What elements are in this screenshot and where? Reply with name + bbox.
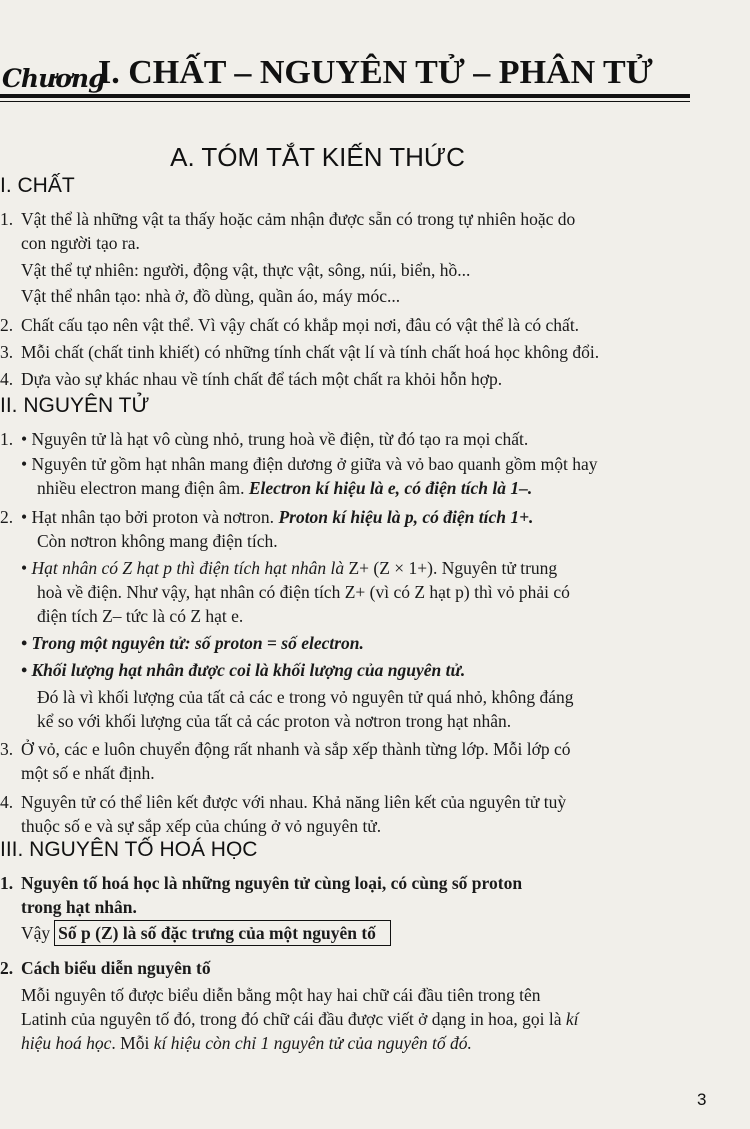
part1-item1-sub2: Vật thể nhân tạo: nhà ở, đồ dùng, quần áo, máy móc... <box>21 286 401 306</box>
part3-item1-line1: Nguyên tố hoá học là những nguyên tử cùng loại, có cùng số proton <box>21 873 523 893</box>
part2-item4-line2: thuộc số e và sự sắp xếp của chúng ở vỏ nguyên tử. <box>21 816 382 836</box>
chapter-script-label: Chương <box>2 64 105 93</box>
latinh-plain: Latinh của nguyên tố đó, trong đó chữ cái đầu được viết ở dạng in hoa, gọi là <box>21 1009 566 1029</box>
part1-item1-num: 1. <box>0 209 14 229</box>
header-rule-thick <box>0 94 690 98</box>
moi-plain: . Mỗi <box>111 1033 154 1053</box>
part2-item3-line1: Ở vỏ, các e luôn chuyển động rất nhanh và sắp xếp thành từng lớp. Mỗi lớp có <box>21 739 571 759</box>
part2-item2-bullet2-line2: hoà về điện. Như vậy, hạt nhân có điện tích Z+ (vì có Z hạt p) thì vỏ phải có <box>37 582 570 602</box>
ki-hieu-italic: kí hiệu còn chỉ 1 nguyên tử của nguyên tố đó. <box>153 1033 472 1053</box>
electron-plain: nhiều electron mang điện âm. <box>37 478 249 498</box>
part3-item2-line2 <box>21 1008 578 1030</box>
chapter-header <box>0 50 690 104</box>
part2-item2-bullet4-explain2: kể so với khối lượng của tất cả các proton và nơtron trong hạt nhân. <box>37 711 512 731</box>
part2-item1-bullet2-line2 <box>37 477 532 499</box>
part2-item3-line2: một số e nhất định. <box>21 763 155 783</box>
ki-italic: kí <box>565 1009 579 1029</box>
part3-heading: III. NGUYÊN TỐ HOÁ HỌC <box>0 838 258 861</box>
part1-item1-line2: con người tạo ra. <box>21 233 140 253</box>
part3-item1-conclusion <box>21 920 391 946</box>
page-number: 3 <box>697 1090 707 1109</box>
part3-item2-line1: Mỗi nguyên tố được biểu diễn bằng một hay hai chữ cái đầu tiên trong tên <box>21 985 541 1005</box>
vay-label: Vậy <box>21 923 51 943</box>
part2-item1-bullet1: • Nguyên tử là hạt vô cùng nhỏ, trung hoà về điện, từ đó tạo ra mọi chất. <box>21 429 529 449</box>
part3-item2-num: 2. <box>0 958 14 978</box>
proton-emphasis: Proton kí hiệu là p, có điện tích 1+. <box>278 507 534 527</box>
part1-item4-num: 4. <box>0 369 14 389</box>
part1-item3-num: 3. <box>0 342 14 362</box>
part1-item3-text: Mỗi chất (chất tinh khiết) có những tính chất vật lí và tính chất hoá học không đổi. <box>21 342 600 362</box>
electron-emphasis: Electron kí hiệu là e, có điện tích là 1–. <box>248 478 533 498</box>
part3-item1-num: 1. <box>0 873 14 893</box>
part3-item1-line2: trong hạt nhân. <box>21 897 137 917</box>
part2-item2-bullet1-line2: Còn nơtron không mang điện tích. <box>37 531 278 551</box>
part1-item4-text: Dựa vào sự khác nhau về tính chất để tách một chất ra khỏi hỗn hợp. <box>21 369 503 389</box>
part2-item2-bullet2-line3: điện tích Z– tức là có Z hạt e. <box>37 606 244 626</box>
part2-item3-num: 3. <box>0 739 14 759</box>
boxed-definition: Số p (Z) là số đặc trưng của một nguyên tố <box>54 920 391 946</box>
part2-item2-bullet1-line1 <box>21 506 533 528</box>
part1-heading: I. CHẤT <box>0 174 75 197</box>
header-rule-thin <box>0 101 690 102</box>
part2-heading: II. NGUYÊN TỬ <box>0 394 150 417</box>
part1-item2-text: Chất cấu tạo nên vật thể. Vì vậy chất có khắp mọi nơi, đâu có vật thể là có chất. <box>21 315 580 335</box>
part2-item2-num: 2. <box>0 507 14 527</box>
part2-item2-bullet4-explain1: Đó là vì khối lượng của tất cả các e trong vỏ nguyên tử quá nhỏ, không đáng <box>37 687 574 707</box>
hieu-hoa-hoc-italic: hiệu hoá học <box>21 1033 112 1053</box>
proton-plain: • Hạt nhân tạo bởi proton và nơtron. <box>21 507 279 527</box>
part2-item2-bullet2-line1 <box>21 557 557 579</box>
part3-item2-title: Cách biểu diễn nguyên tố <box>21 958 211 978</box>
part2-item2-bullet3: • Trong một nguyên tử: số proton = số electron. <box>21 633 364 653</box>
nucleus-plain: Z+ (Z × 1+). Nguyên tử trung <box>344 558 558 578</box>
part2-item1-num: 1. <box>0 429 14 449</box>
part1-item2-num: 2. <box>0 315 14 335</box>
part2-item1-bullet2-line1: • Nguyên tử gồm hạt nhân mang điện dương ở giữa và vỏ bao quanh gồm một hay <box>21 454 598 474</box>
part2-item2-bullet4: • Khối lượng hạt nhân được coi là khối lượng của nguyên tử. <box>21 660 466 680</box>
part2-item4-num: 4. <box>0 792 14 812</box>
part1-item1-sub1: Vật thể tự nhiên: người, động vật, thực vật, sông, núi, biển, hồ... <box>21 260 471 280</box>
nucleus-italic: Hạt nhân có Z hạt p thì điện tích hạt nhân là <box>31 558 345 578</box>
part3-item2-line3 <box>21 1032 472 1054</box>
part1-item1-line1: Vật thể là những vật ta thấy hoặc cảm nhận được sẵn có trong tự nhiên hoặc do <box>21 209 576 229</box>
part2-item4-line1: Nguyên tử có thể liên kết được với nhau. Khả năng liên kết của nguyên tử tuỳ <box>21 792 567 812</box>
section-title: A. TÓM TẮT KIẾN THỨC <box>170 142 465 172</box>
bullet-dot: • <box>21 558 28 578</box>
chapter-title: I. CHẤT – NGUYÊN TỬ – PHÂN TỬ <box>98 54 653 91</box>
